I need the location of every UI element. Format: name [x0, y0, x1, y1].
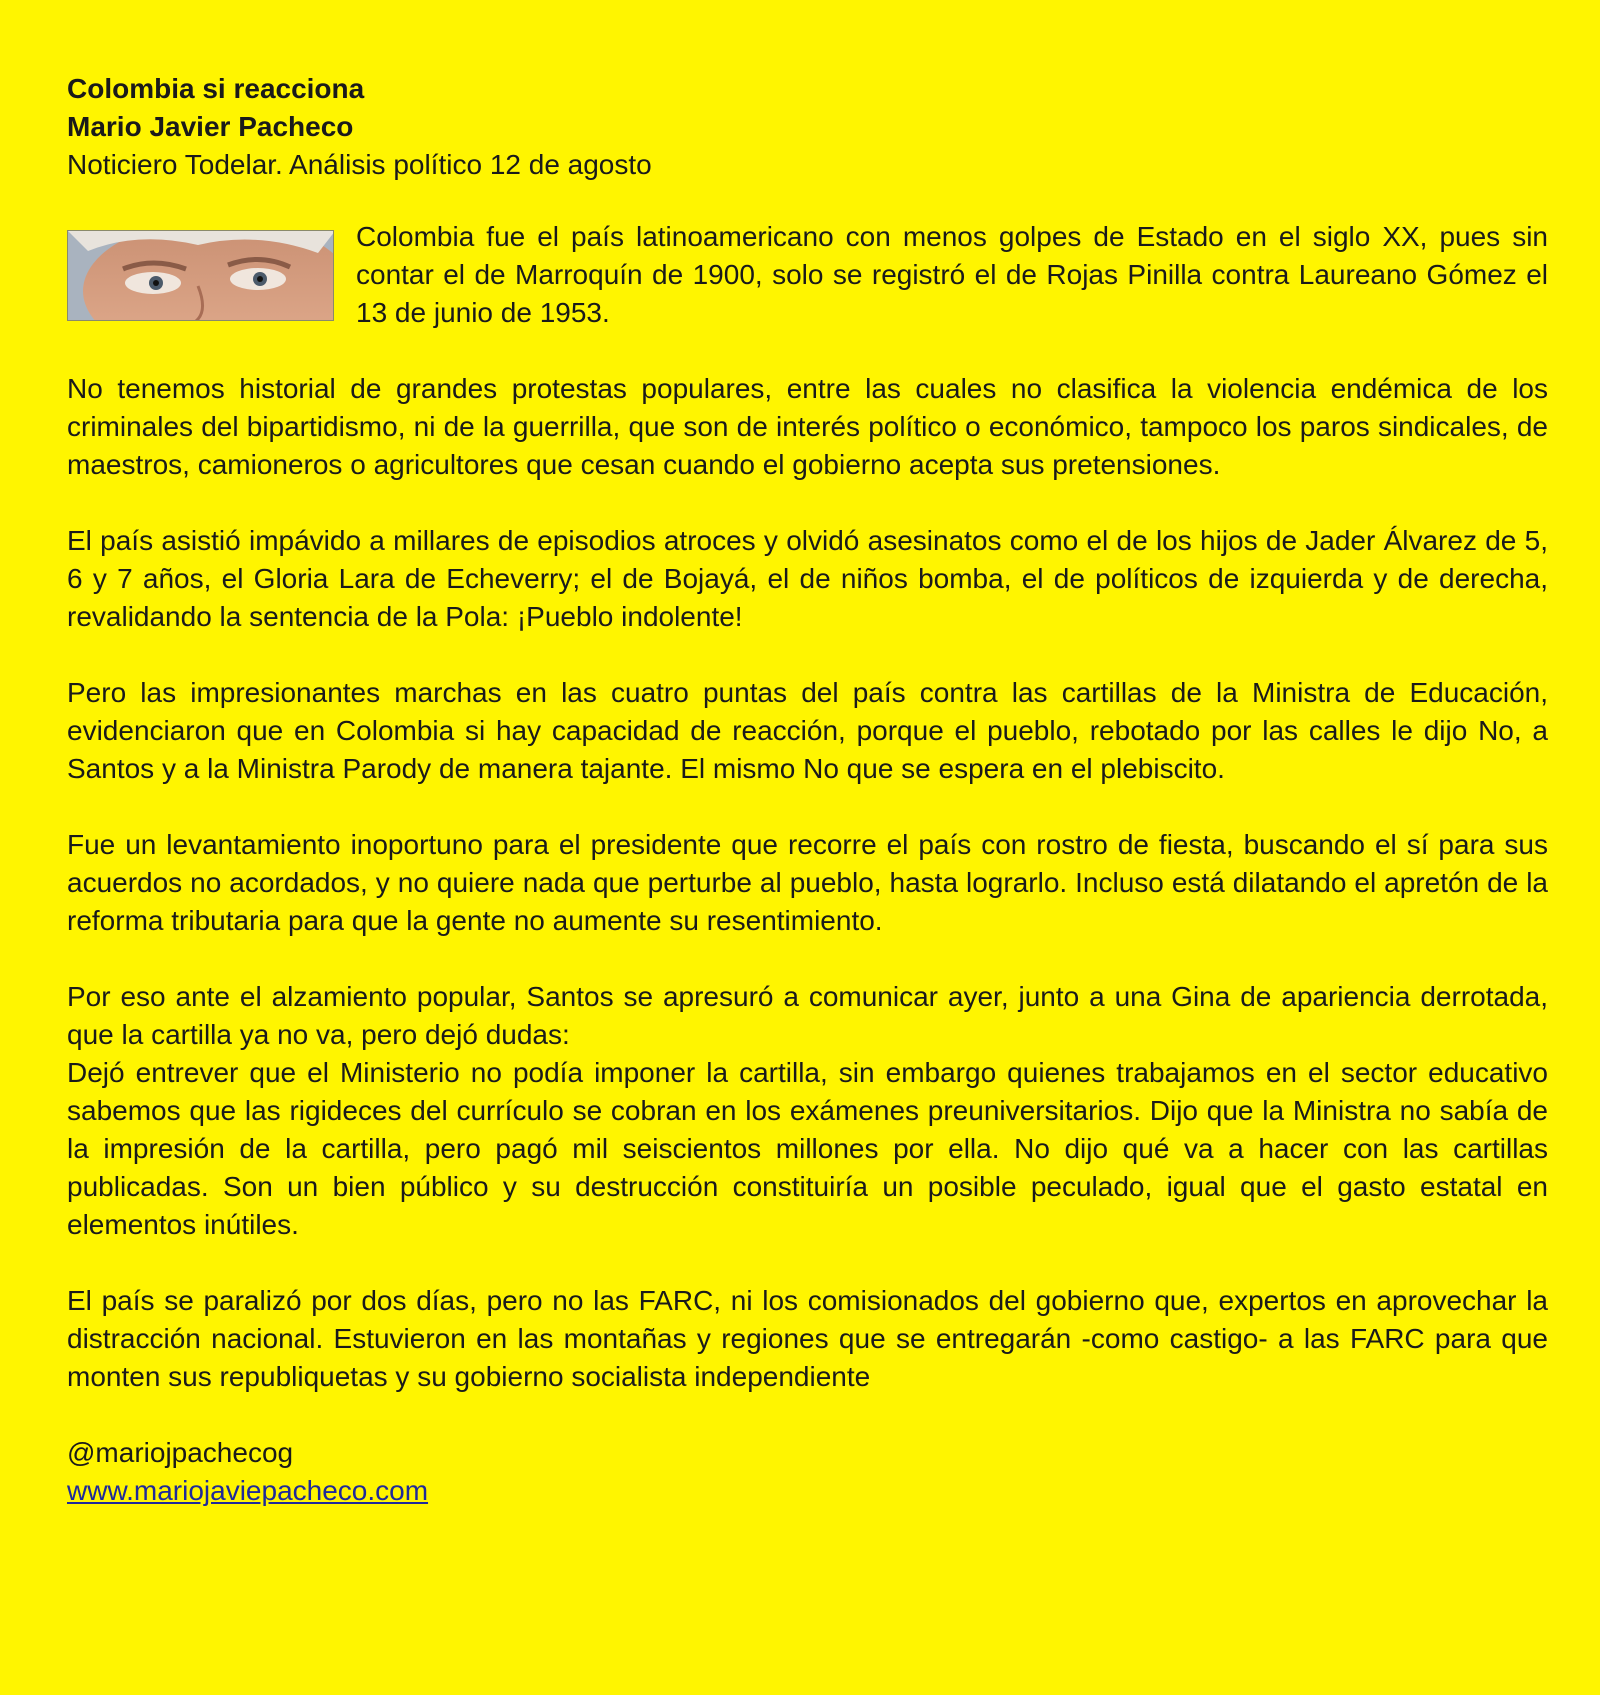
- author-name: Mario Javier Pacheco: [67, 111, 354, 142]
- author-photo: [67, 230, 334, 321]
- source-line: Noticiero Todelar. Análisis político 12 de agosto: [67, 149, 652, 180]
- paragraph-4: Pero las impresionantes marchas en las cuatro puntas del país contra las cartillas de la Ministra de Educación, evidenciaron que en Colombia si hay capacidad de reacción, porque el pueblo, rebotado por las calles le dijo No, a Santos y a la Ministra Parody de manera tajante. El mismo No que se espera en el plebiscito.: [67, 677, 1548, 784]
- website-link[interactable]: www.mariojaviepacheco.com: [67, 1475, 429, 1506]
- paragraph-7: Dejó entrever que el Ministerio no podía imponer la cartilla, sin embargo quienes trabajamos en el sector educativo sabemos que las rigideces del currículo se cobran en los exámenes preuniversitarios. Dijo que la Ministra no sabía de la impresión de la cartilla, pero pagó mil seiscientos millones por ella. No dijo qué va a hacer con las cartillas publicadas. Son un bien público y su destrucción constituiría un posible peculado, igual que el gasto estatal en elementos inútiles.: [67, 1057, 1548, 1240]
- paragraph-2: No tenemos historial de grandes protestas populares, entre las cuales no clasifica la violencia endémica de los criminales del bipartidismo, ni de la guerrilla, que son de interés político o económico, tampoco los paros sindicales, de maestros, camioneros o agricultores que cesan cuando el gobierno acepta sus pretensiones.: [67, 373, 1548, 480]
- author-face-image: [68, 231, 334, 321]
- paragraph-5: Fue un levantamiento inoportuno para el presidente que recorre el país con rostro de fiesta, buscando el sí para sus acuerdos no acordados, y no quiere nada que perturbe al pueblo, hasta lograrlo. Incluso está dilatando el apretón de la reforma tributaria para que la gente no aumente su resentimiento.: [67, 829, 1548, 936]
- paragraph-8: El país se paralizó por dos días, pero no las FARC, ni los comisionados del gobierno que, expertos en aprovechar la distracción nacional. Estuvieron en las montañas y regiones que se entregarán -como castigo- a las FARC para que monten sus republiquetas y su gobierno socialista independiente: [67, 1285, 1548, 1392]
- paragraph-6: Por eso ante el alzamiento popular, Santos se apresuró a comunicar ayer, junto a una Gina de apariencia derrotada, que la cartilla ya no va, pero dejó dudas:: [67, 981, 1548, 1050]
- paragraph-3: El país asistió impávido a millares de episodios atroces y olvidó asesinatos como el de los hijos de Jader Álvarez de 5, 6 y 7 años, el Gloria Lara de Echeverry; el de Bojayá, el de niños bomba, el de políticos de izquierda y de derecha, revalidando la sentencia de la Pola: ¡Pueblo indolente!: [67, 525, 1548, 632]
- article-title: Colombia si reacciona: [67, 73, 365, 104]
- twitter-handle: @mariojpachecog: [67, 1437, 294, 1468]
- intro-block: [67, 218, 1548, 332]
- paragraph-intro: Colombia fue el país latinoamericano con menos golpes de Estado en el siglo XX, pues sin contar el de Marroquín de 1900, solo se registró el de Rojas Pinilla contra Laureano Gómez el 13 de junio de 1953.: [356, 221, 1548, 328]
